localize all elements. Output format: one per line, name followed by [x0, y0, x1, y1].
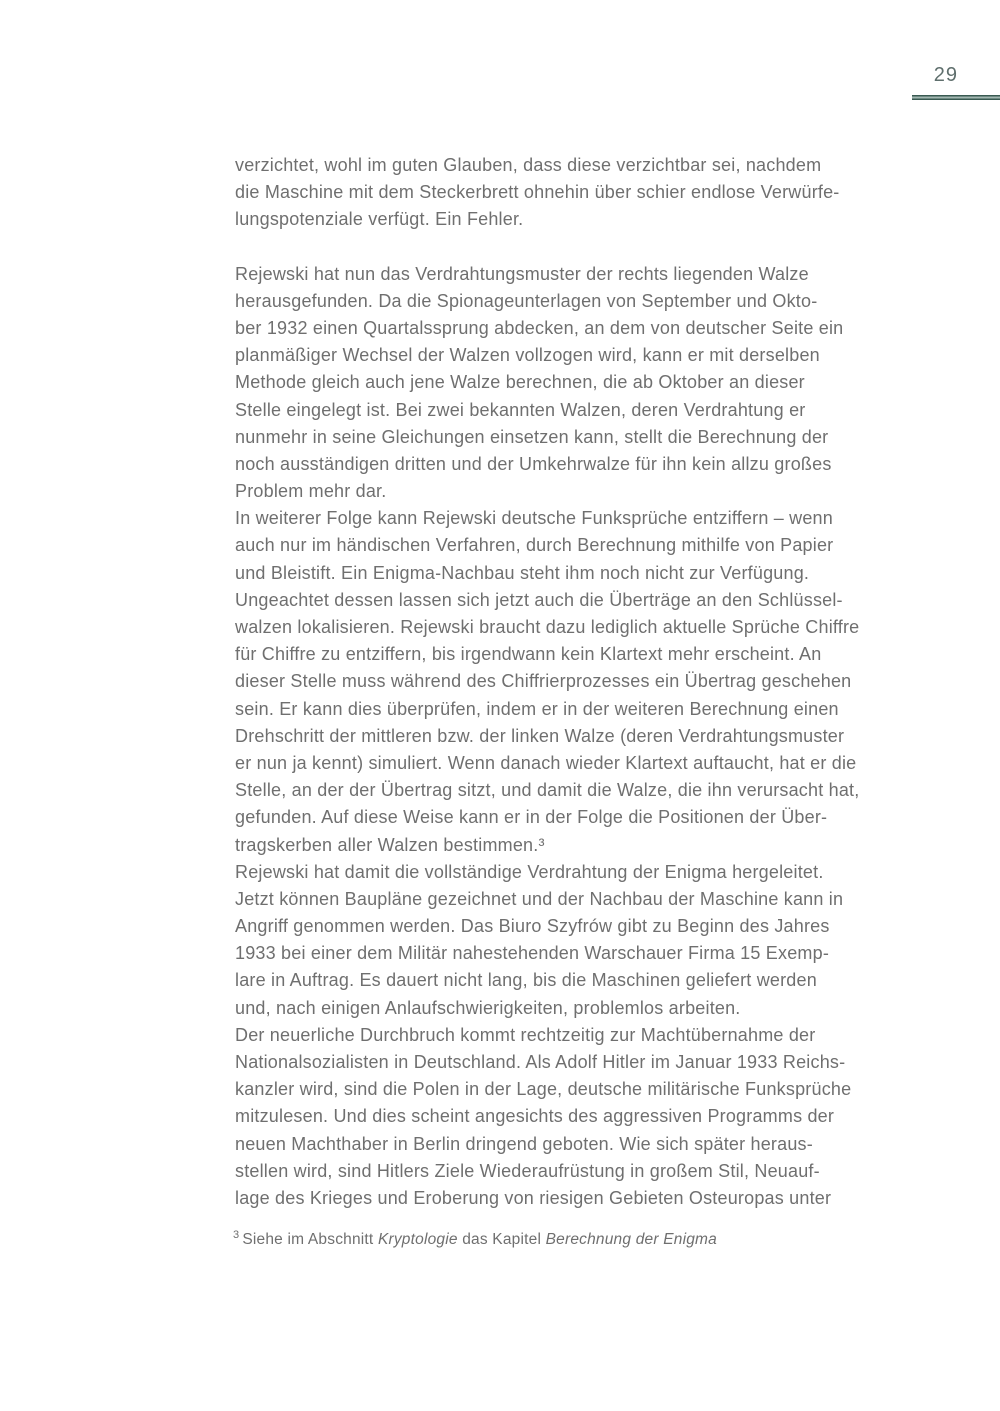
footnote-segment: Siehe im Abschnitt	[242, 1231, 378, 1249]
text-line: Rejewski hat damit die vollständige Verdrahtung der Enigma hergeleitet.	[235, 861, 824, 882]
footnote-segment: Kryptologie	[377, 1231, 458, 1249]
text-line: 1933 bei einer dem Militär nahestehenden Warschauer Firma 15 Exemp-	[235, 943, 830, 964]
text-line: Stelle eingelegt ist. Bei zwei bekannten Walzen, deren Verdrahtung er	[235, 399, 806, 420]
paragraph	[235, 152, 925, 234]
text-line: lungspotenziale verfügt. Ein Fehler.	[235, 209, 524, 230]
page-number: 29	[933, 64, 958, 86]
text-line: herausgefunden. Da die Spionageunterlagen von September und Okto-	[235, 290, 818, 311]
text-line: sein. Er kann dies überprüfen, indem er in der weiteren Berechnung einen	[235, 698, 839, 719]
text-line: gefunden. Auf diese Weise kann er in der Folge die Positionen der Über-	[235, 807, 828, 828]
text-line: neuen Machthaber in Berlin dringend geboten. Wie sich später heraus-	[235, 1133, 813, 1154]
text-line: Stelle, an der der Übertrag sitzt, und damit die Walze, die ihn verursacht hat,	[235, 780, 860, 801]
text-line: und, nach einigen Anlaufschwierigkeiten, problemlos arbeiten.	[235, 997, 741, 1018]
paragraph	[235, 261, 925, 506]
text-line: Nationalsozialisten in Deutschland. Als Adolf Hitler im Januar 1933 Reichs-	[235, 1052, 846, 1072]
text-line: auch nur im händischen Verfahren, durch Berechnung mithilfe von Papier	[235, 535, 834, 556]
paragraph	[235, 859, 925, 1022]
text-line: mitzulesen. Und dies scheint angesichts des aggressiven Programms der	[235, 1106, 835, 1127]
text-line: er nun ja kennt) simuliert. Wenn danach wieder Klartext auftaucht, hat er die	[235, 752, 857, 773]
text-line: Methode gleich auch jene Walze berechnen, die ab Oktober an dieser	[235, 372, 805, 393]
text-line: ber 1932 einen Quartalssprung abdecken, an dem von deutscher Seite ein	[235, 317, 844, 338]
text-line: tragskerben aller Walzen bestimmen.³	[235, 834, 545, 855]
text-line: stellen wird, sind Hitlers Ziele Wiederaufrüstung in großem Stil, Neuauf-	[235, 1160, 820, 1181]
text-line: lage des Krieges und Eroberung von riesigen Gebieten Osteuropas unter	[235, 1187, 832, 1208]
text-line: Jetzt können Baupläne gezeichnet und der Nachbau der Maschine kann in	[235, 888, 844, 909]
text-line: Drehschritt der mittleren bzw. der linken Walze (deren Verdrahtungsmuster	[235, 725, 845, 746]
text-line: planmäßiger Wechsel der Walzen vollzogen wird, kann er mit derselben	[235, 345, 820, 366]
text-line: Problem mehr dar.	[235, 481, 387, 502]
text-line: und Bleistift. Ein Enigma-Nachbau steht ihm noch nicht zur Verfügung.	[235, 562, 810, 583]
text-line: verzichtet, wohl im guten Glauben, dass diese verzichtbar sei, nachdem	[235, 155, 822, 175]
footnote-segment: das Kapitel	[457, 1231, 546, 1249]
paragraph	[235, 505, 925, 858]
text-line: In weiterer Folge kann Rejewski deutsche Funksprüche entziffern – wenn	[235, 508, 833, 529]
footnote-marker: 3	[233, 1229, 240, 1241]
text-line: nunmehr in seine Gleichungen einsetzen kann, stellt die Berechnung der	[235, 426, 829, 447]
body-text	[235, 152, 925, 1212]
page-header	[0, 0, 1000, 110]
footnote	[233, 1224, 923, 1251]
text-line: Ungeachtet dessen lassen sich jetzt auch die Überträge an den Schlüssel-	[235, 589, 843, 610]
paragraph	[235, 1022, 925, 1212]
text-line: Angriff genommen werden. Das Biuro Szyfrów gibt zu Beginn des Jahres	[235, 916, 830, 937]
text-line: walzen lokalisieren. Rejewski braucht dazu lediglich aktuelle Sprüche Chiffre	[235, 617, 860, 637]
text-line: lare in Auftrag. Es dauert nicht lang, bis die Maschinen geliefert werden	[235, 970, 817, 991]
text-line: kanzler wird, sind die Polen in der Lage, deutsche militärische Funksprüche	[235, 1079, 852, 1100]
text-line: Der neuerliche Durchbruch kommt rechtzeitig zur Machtübernahme der	[235, 1024, 816, 1045]
text-line: Rejewski hat nun das Verdrahtungsmuster der rechts liegenden Walze	[235, 263, 809, 284]
header-rule	[912, 95, 1000, 100]
text-line: die Maschine mit dem Steckerbrett ohnehin über schier endlose Verwürfe-	[235, 182, 840, 203]
text-line: für Chiffre zu entziffern, bis irgendwann kein Klartext mehr erscheint. An	[235, 644, 822, 665]
footnote-segment: Berechnung der Enigma	[545, 1231, 717, 1249]
text-line: noch ausständigen dritten und der Umkehrwalze für ihn kein allzu großes	[235, 453, 832, 474]
text-line: dieser Stelle muss während des Chiffrierprozesses ein Übertrag geschehen	[235, 671, 852, 692]
